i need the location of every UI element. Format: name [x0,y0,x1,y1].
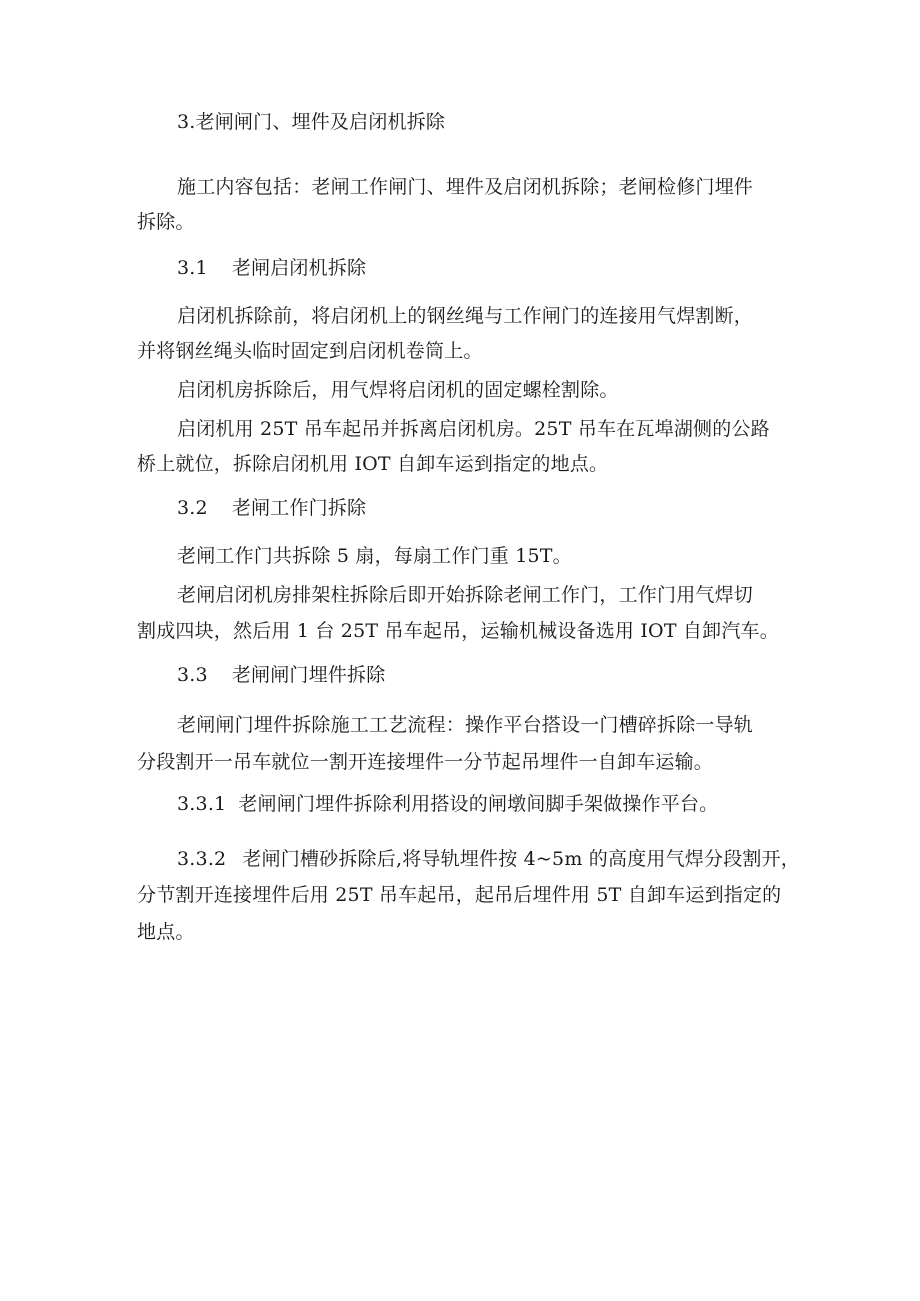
heading-3-1-title: 老闸启闭机拆除 [231,257,367,279]
s31-paragraph-3-line-2: 桥上就位，拆除启闭机用 IOT 自卸车运到指定的地点。 [137,453,609,475]
s33-paragraph-1-line-2: 分段割开一吊车就位一割开连接埋件一分节起吊埋件一自卸车运输。 [137,751,714,773]
heading-3-2 [177,496,366,520]
heading-3-3-number: 3.3 [177,664,208,686]
s331-text: 老闸闸门埋件拆除利用搭设的闸墩间脚手架做操作平台。 [238,793,719,815]
s32-paragraph-2-line-1: 老闸启闭机房排架柱拆除后即开始拆除老闸工作门，工作门用气焊切 [177,584,754,606]
s331-paragraph [177,792,718,816]
s31-paragraph-1-line-1: 启闭机拆除前，将启闭机上的钢丝绳与工作闸门的连接用气焊割断， [177,305,754,327]
s332-paragraph-line-3: 地点。 [137,921,195,943]
s32-paragraph-2-line-2: 割成四块，然后用 1 台 25T 吊车起吊，运输机械设备选用 IOT 自卸汽车。 [137,620,779,642]
s332-line-1-text: 老闸门槽砂拆除后,将导轨埋件按 4~5m 的高度用气焊分段割开， [242,848,800,870]
heading-3-1 [177,256,366,280]
heading-3-2-number: 3.2 [177,497,208,519]
s31-paragraph-3-line-1: 启闭机用 25T 吊车起吊并拆离启闭机房。25T 吊车在瓦埠湖侧的公路 [177,418,770,440]
heading-3-1-number: 3.1 [177,257,208,279]
s33-paragraph-1-line-1: 老闸闸门埋件拆除施工工艺流程：操作平台搭设一门槽碎拆除一导轨 [177,714,754,736]
s332-number: 3.3.2 [177,848,227,870]
heading-3-3-title: 老闸闸门埋件拆除 [231,664,386,686]
s31-paragraph-2: 启闭机房拆除后，用气焊将启闭机的固定螺栓割除。 [177,379,619,401]
s331-number: 3.3.1 [177,793,227,815]
s32-paragraph-1: 老闸工作门共拆除 5 扇，每扇工作门重 15T。 [177,545,572,567]
heading-3-2-title: 老闸工作门拆除 [231,497,367,519]
heading-3-3 [177,663,385,687]
s332-paragraph-line-2: 分节割开连接埋件后用 25T 吊车起吊，起吊后埋件用 5T 自卸车运到指定的 [137,884,782,906]
section-title: 3.老闸闸门、埋件及启闭机拆除 [177,111,446,133]
intro-paragraph-line-1: 施工内容包括：老闸工作闸门、埋件及启闭机拆除；老闸检修门埋件 [177,176,754,198]
s31-paragraph-1-line-2: 并将钢丝绳头临时固定到启闭机卷筒上。 [137,340,483,362]
intro-paragraph-line-2: 拆除。 [137,211,195,233]
s332-paragraph-line-1 [177,847,800,871]
